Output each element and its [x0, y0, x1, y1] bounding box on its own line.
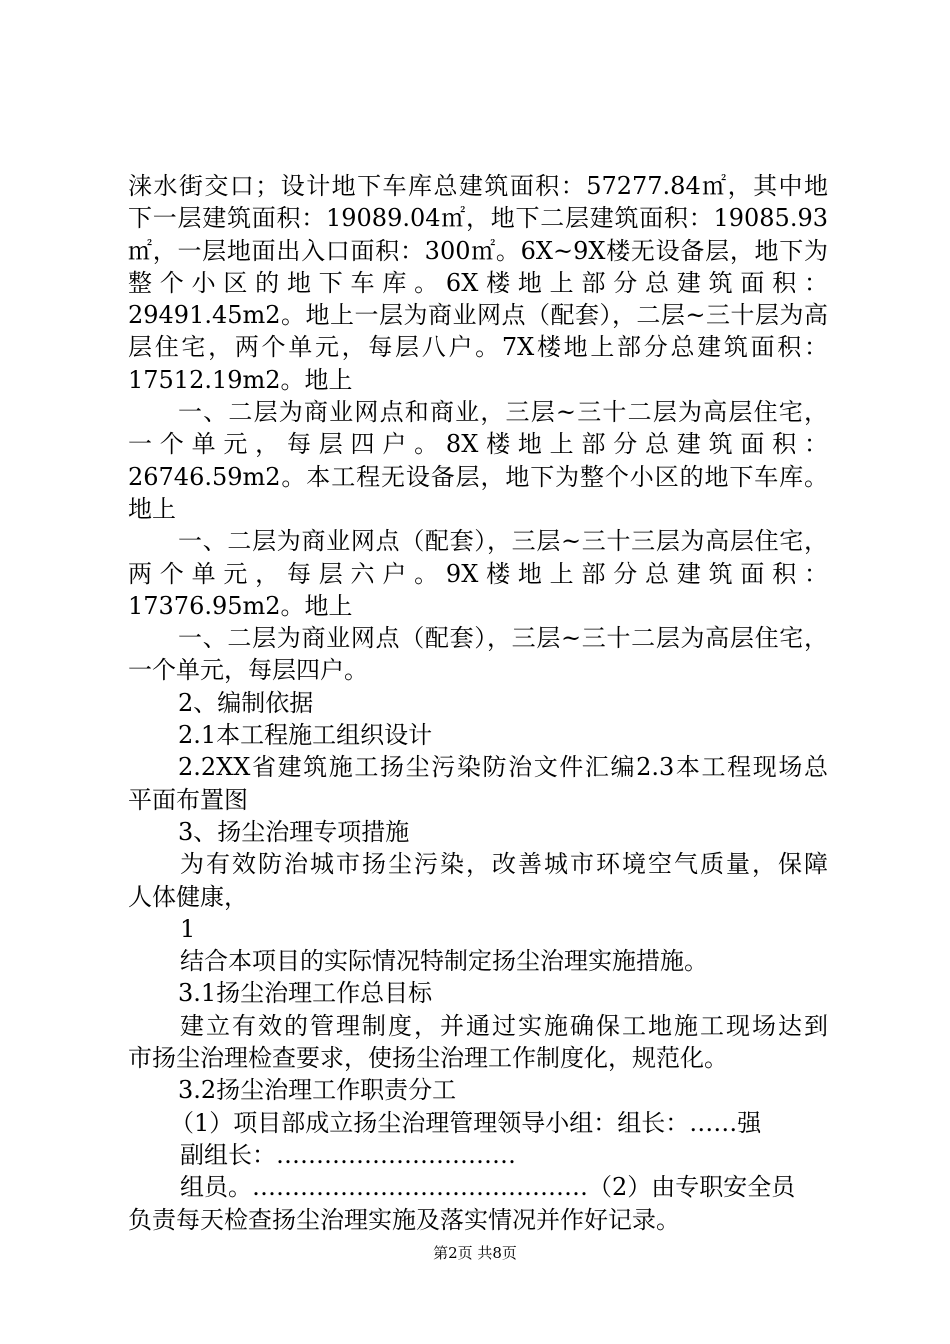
text-line: 整个小区的地下车库。6X楼地上部分总建筑面积：: [128, 268, 828, 297]
section-heading: 3、扬尘治理专项措施: [178, 817, 410, 846]
section-heading: 2、编制依据: [178, 688, 314, 717]
text-line: 平面布置图: [128, 785, 248, 814]
text-line: 一、二层为商业网点（配套），三层~三十二层为高层住宅，: [178, 624, 828, 653]
text-line: 层住宅，两个单元，每层八户。7X楼地上部分总建筑面积：: [128, 333, 828, 362]
text-line: 结合本项目的实际情况特制定扬尘治理实施措施。: [180, 947, 708, 976]
text-line: （1）项目部成立扬尘治理管理领导小组：组长：……强: [170, 1108, 762, 1137]
text-line: 建立有效的管理制度，并通过实施确保工地施工现场达到: [180, 1011, 828, 1040]
text-line: 人体健康，: [128, 882, 248, 911]
text-line: 涞水街交口；设计地下车库总建筑面积：57277.84㎡，其中地: [128, 172, 828, 200]
text-line: 17376.95m2。地上: [128, 591, 353, 620]
text-line: 为有效防治城市扬尘污染，改善城市环境空气质量，保障: [180, 850, 828, 879]
text-line: 两个单元，每层六户。9X楼地上部分总建筑面积：: [128, 559, 828, 588]
text-line: 26746.59m2。本工程无设备层，地下为整个小区的地下车库。: [128, 462, 828, 491]
text-line: 负责每天检查扬尘治理实施及落实情况并作好记录。: [128, 1205, 680, 1234]
text-line: 下一层建筑面积：19089.04㎡，地下二层建筑面积：19085.93: [128, 204, 828, 233]
text-line: 1: [180, 914, 196, 943]
text-line: 2.2XX省建筑施工扬尘污染防治文件汇编2.3本工程现场总: [178, 753, 828, 782]
text-line: 17512.19m2。地上: [128, 365, 353, 394]
text-line: 一、二层为商业网点（配套），三层~三十三层为高层住宅，: [178, 527, 828, 556]
text-line: ㎡，一层地面出入口面积：300㎡。6X~9X楼无设备层，地下为: [128, 236, 828, 265]
subsection-item: 2.1本工程施工组织设计: [178, 721, 433, 750]
subsection-heading: 3.1扬尘治理工作总目标: [178, 979, 433, 1008]
text-line: 一、二层为商业网点和商业，三层~三十二层为高层住宅，: [178, 398, 828, 427]
text-line: 一个单元，每层四户。: [128, 656, 368, 685]
text-line: 市扬尘治理检查要求，使扬尘治理工作制度化，规范化。: [128, 1044, 728, 1073]
text-line: 副组长：…………………………: [180, 1140, 516, 1169]
subsection-heading: 3.2扬尘治理工作职责分工: [178, 1076, 457, 1105]
text-line: 29491.45m2。地上一层为商业网点（配套），二层~三十层为高: [128, 301, 828, 330]
page-footer: 第2页 共8页: [433, 1244, 517, 1262]
text-line: 地上: [128, 494, 176, 523]
document-body: [128, 170, 828, 1236]
text-line: 组员。……………………………………（2）由专职安全员: [180, 1173, 796, 1202]
text-line: 一个单元，每层四户。8X楼地上部分总建筑面积：: [128, 430, 828, 459]
